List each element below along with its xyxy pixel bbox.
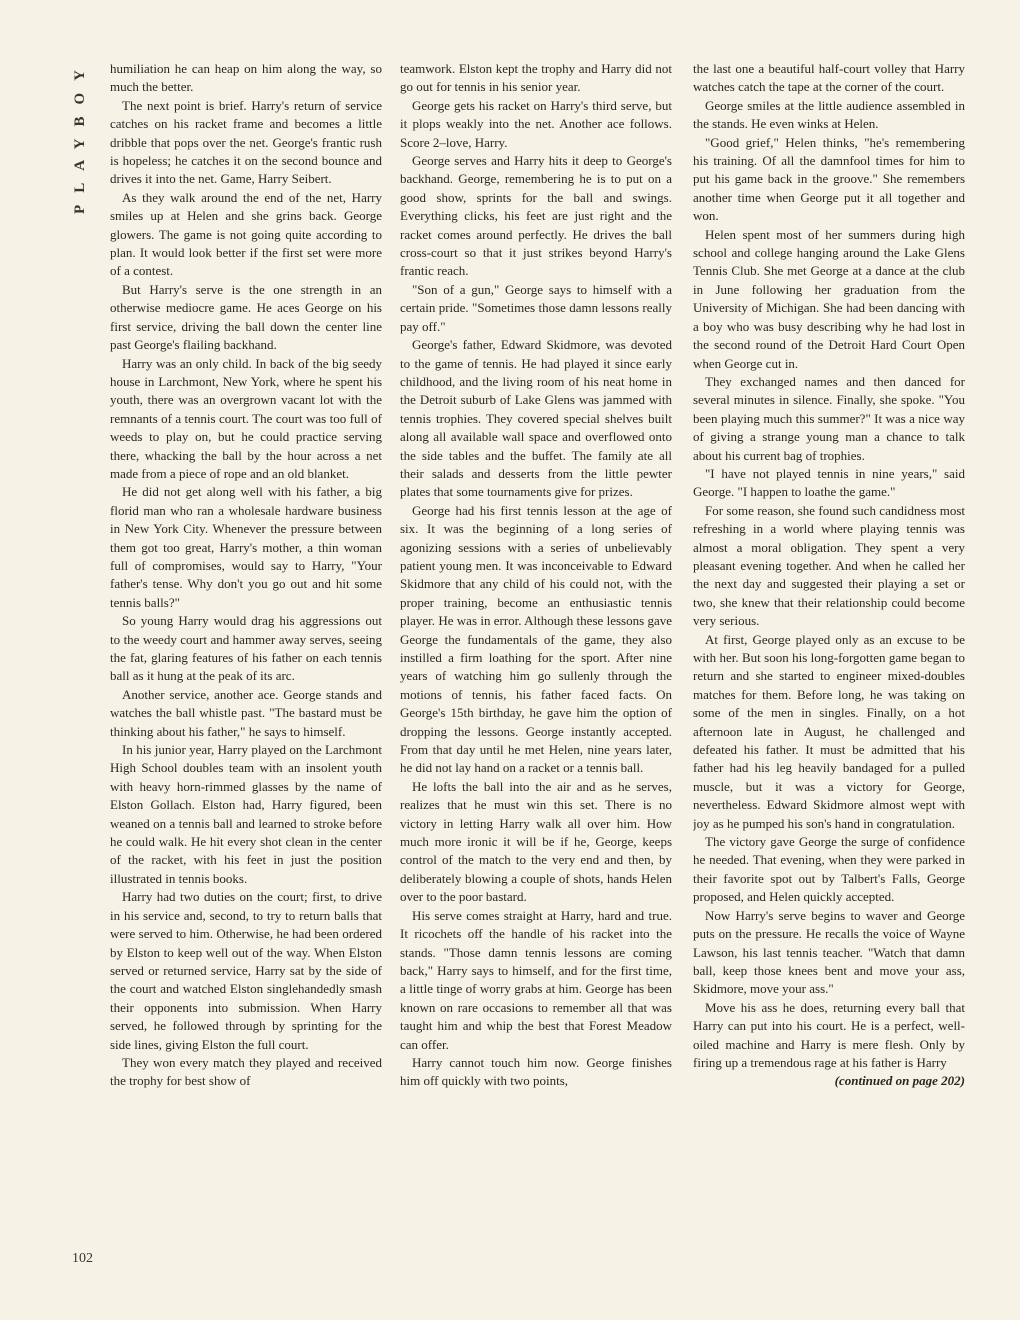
page-number: 102 [72, 1251, 93, 1266]
paragraph: They won every match they played and received the trophy for best show of [110, 1054, 382, 1089]
paragraph: The victory gave George the surge of confidence he needed. That evening, when they were parked in their favorite spot out by Talbert's Falls, George proposed, and Helen quickly accepted. [693, 834, 965, 905]
paragraph: George had his first tennis lesson at the age of six. It was the beginning of a long series of agonizing sessions with a series of unbelievably patient young men. It was inconceivable to Edward Skidmore that any child of his could not, with the proper training, become an enthusiastic tennis player. He was in error. Although these lessons gave George the fundamentals of the game, they also instilled a firm loathing for the sport. After nine years of watching him go sullenly through the motions of tennis, his father faced facts. On George's 15th birthday, he gave him the option of dropping the lessons. George instantly accepted. From that day until he met Helen, nine years later, he did not lay hand on a racket or a tennis ball. [400, 502, 672, 776]
text-column-3 [693, 60, 965, 1275]
paragraph: At first, George played only as an excuse to be with her. But soon his long-forgotten game began to return and she started to engineer mixed-doubles matches for them. Before long, he was taking on some of the men in singles. Finally, on a hot afternoon late in August, he challenged and defeated his father. It must be admitted that his father had his leg heavily bandaged for a pulled muscle, but it was a victory for George, nevertheless. Edward Skidmore almost wept with joy as he pumped his son's hand in congratulation. [693, 631, 965, 831]
paragraph: So young Harry would drag his aggressions out to the weedy court and hammer away serves, seeing the fat, glaring features of his father on each tennis ball as it hung at the peak of its arc. [110, 613, 382, 684]
paragraph: They exchanged names and then danced for several minutes in silence. Finally, she spoke. "You been playing much this summer?" It was a nice way of giving a strange young man a chance to talk about his current bag of trophies. [693, 373, 965, 463]
paragraph: humiliation he can heap on him along the way, so much the better. [110, 61, 382, 95]
text-column-1 [110, 60, 382, 1275]
paragraph: His serve comes straight at Harry, hard and true. It ricochets off the handle of his racket into the stands. "Those damn tennis lessons are coming back," Harry says to himself, and for the first time, a little tinge of worry grabs at him. George has been known on rare occasions to remember all that was taught him and whip the best that Forest Meadow can offer. [400, 907, 672, 1052]
paragraph: George's father, Edward Skidmore, was devoted to the game of tennis. He had played it since early childhood, and the living room of his neat home in the Detroit suburb of Lake Glens was jammed with tennis trophies. They covered special shelves built along all available wall space and overflowed onto the side tables and the buffet. The family ate all their salads and desserts from the little pewter plates that some tournaments give for prizes. [400, 337, 672, 500]
paragraph: "I have not played tennis in nine years," said George. "I happen to loathe the game." [693, 465, 965, 500]
paragraph: He lofts the ball into the air and as he serves, realizes that he must win this set. There is no victory in letting Harry walk all over him. How much more ironic it will be if he, George, keeps control of the match to the very end and then, by deliberately blowing a couple of shots, hands Helen over to the poor bastard. [400, 778, 672, 905]
paragraph: George smiles at the little audience assembled in the stands. He even winks at Helen. [693, 97, 965, 132]
paragraph: He did not get along well with his father, a big florid man who ran a wholesale hardware business in New York City. Whenever the pressure between them got too great, Harry's mother, a thin woman full of compromises, would say to Harry, "Your father's tense. Why don't you go out and hit some tennis balls?" [110, 484, 382, 610]
continued-note: (continued on page 202) [834, 1073, 965, 1089]
paragraph: Now Harry's serve begins to waver and George puts on the pressure. He recalls the voice of Wayne Lawson, his last tennis teacher. "Watch that damn ball, keep those knees bent and move your ass, Skidmore, move your ass." [693, 907, 965, 997]
paragraph: Harry was an only child. In back of the big seedy house in Larchmont, New York, where he spent his youth, there was an overgrown vacant lot with the remnants of a tennis court. The court was too full of weeds to play on, but he could practice serving there, whacking the ball by the hour across a net made from a piece of rope and an old blanket. [110, 355, 382, 481]
paragraph: George gets his racket on Harry's third serve, but it plops weakly into the net. Another ace follows. Score 2–love, Harry. [400, 97, 672, 150]
paragraph: the last one a beautiful half-court volley that Harry watches catch the tape at the corner of the court. [693, 61, 965, 95]
paragraph: Harry cannot touch him now. George finishes him off quickly with two points, [400, 1054, 672, 1089]
paragraph: George serves and Harry hits it deep to George's backhand. George, remembering he is to put on a good show, sprints for the ball and swings. Everything clicks, his feet are just right and the racket comes around perfectly. He drives the ball cross-court so that it just strikes beyond Harry's frantic reach. [400, 153, 672, 279]
paragraph: But Harry's serve is the one strength in an otherwise mediocre game. He aces George on his first service, driving the ball down the center line past George's flailing backhand. [110, 281, 382, 353]
paragraph: Move his ass he does, returning every ball that Harry can put into his court. He is a perfect, well-oiled machine and Harry is mere flesh. Only by firing up a tremendous rage at his father is Harry [693, 999, 965, 1070]
paragraph: As they walk around the end of the net, Harry smiles up at Helen and she grins back. George glowers. The game is not going quite according to plan. It would look better if the first set were more of a contest. [110, 189, 382, 279]
paragraph: For some reason, she found such candidness most refreshing in a world where playing tennis was almost a moral obligation. They spent a very pleasant evening together. And when he called her the next day and suggested their playing a set or two, she knew that their relationship could become very serious. [693, 502, 965, 629]
paragraph: Helen spent most of her summers during high school and college hanging around the Lake Glens Tennis Club. She met George at a dance at the club in June following her graduation from the University of Michigan. She had been dancing with a boy who was busy describing why he had lost in the second round of the Detroit Hard Court Open when George cut in. [693, 226, 965, 371]
paragraph: "Son of a gun," George says to himself with a certain pride. "Sometimes those damn lessons really pay off." [400, 281, 672, 334]
magazine-masthead: PLAYBOY [72, 58, 88, 214]
paragraph: Another service, another ace. George stands and watches the ball whistle past. "The bastard must be thinking about his father," he says to himself. [110, 686, 382, 739]
paragraph: Harry had two duties on the court; first, to drive in his service and, second, to try to return balls that were served to him. Otherwise, he had been ordered by Elston to keep well out of the way. When Elston served or returned service, Harry sat by the side of the court and watched Elston singlehandedly smash their opponents into submission. When Harry served, he followed through by sprinting for the side lines, giving Elston the full court. [110, 889, 382, 1052]
paragraph: teamwork. Elston kept the trophy and Harry did not go out for tennis in his senior year. [400, 61, 672, 95]
text-column-2 [400, 60, 672, 1275]
paragraph: The next point is brief. Harry's return of service catches on his racket frame and becomes a little dribble that pops over the net. George's frantic rush is hopeless; he catches it on the second bounce and drives it into the net. Game, Harry Seibert. [110, 97, 382, 187]
paragraph: In his junior year, Harry played on the Larchmont High School doubles team with an insolent youth with heavy horn-rimmed glasses by the name of Elston Gollach. Elston had, Harry figured, been weaned on a tennis ball and learned to stroke before he could walk. He hit every shot clean in the center of the racket, with his feet in just the position illustrated in tennis books. [110, 742, 382, 886]
paragraph: "Good grief," Helen thinks, "he's remembering his training. Of all the damnfool times for him to put his game back in the groove." She remembers another time when George put it all together and won. [693, 134, 965, 224]
